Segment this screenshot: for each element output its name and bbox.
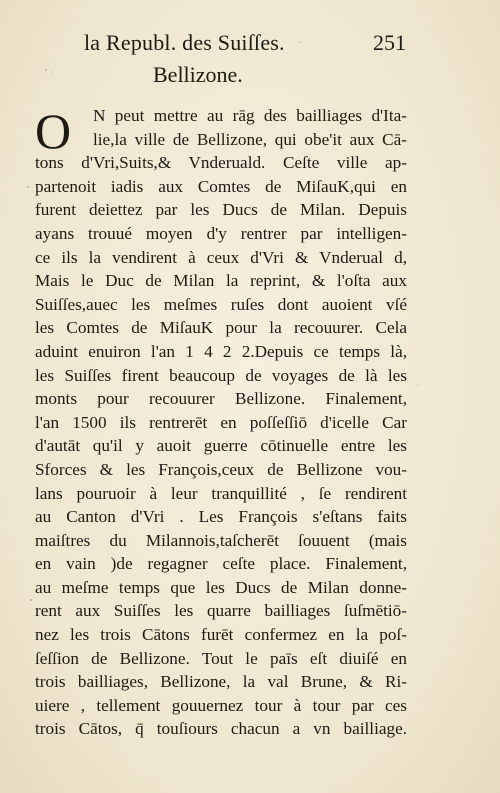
page-header bbox=[84, 30, 404, 56]
drop-cap: O bbox=[35, 103, 72, 159]
text-line: ſeſſion de Bellizone. Tout le paīs eſt diuiſé en bbox=[35, 648, 407, 668]
text-line: tons d'Vri,Suits,& Vnderuald. Ceſte ville ap- bbox=[35, 153, 407, 173]
text-line: nez les trois Cātons furēt confermez en la poſ- bbox=[35, 625, 407, 645]
text-line: les Comtes de MiſauK pour la recouurer. Cela bbox=[35, 318, 407, 338]
text-line: monts pour recouurer Bellizone. Finalement, bbox=[35, 389, 407, 409]
text-line: uiere , tellement gouuernez tour à tour par ces bbox=[35, 695, 407, 715]
text-line: aduint enuiron l'an 1 4 2 2.Depuis ce temps là, bbox=[35, 341, 407, 361]
text-line: trois bailliages, Bellizone, la val Brune, & Ri- bbox=[35, 672, 407, 692]
text-line: N peut mettre au rāg des bailliages d'Ita- bbox=[93, 106, 407, 125]
text-line: l'an 1500 ils rentrerēt en poſſeſſiō d'icelle Car bbox=[35, 412, 407, 432]
text-line: trois Cātos, q̄ touſiours chacun a vn bailliage. bbox=[35, 719, 407, 739]
text-line: Sforces & les François,ceux de Bellizone vou- bbox=[35, 459, 407, 479]
page-number: 251 bbox=[373, 30, 406, 55]
text-line: au Canton d'Vri . Les François s'eſtans faits bbox=[35, 507, 407, 527]
text-line: au meſme temps que les Ducs de Milan donne- bbox=[35, 577, 407, 597]
text-line: Mais le Duc de Milan la reprint, & l'oſta aux bbox=[35, 271, 407, 291]
text-line: ce ils la vendirent à ceux d'Vri & Vnderual d, bbox=[35, 247, 407, 267]
section-title: Bellizone. bbox=[153, 62, 243, 87]
running-head: la Republ. des Suiſſes. bbox=[84, 30, 285, 55]
text-line: furent deiettez par les Ducs de Milan. Depuis bbox=[35, 200, 407, 220]
text-line: d'autāt qu'il y auoit guerre cōtinuelle entre les bbox=[35, 436, 407, 456]
text-line: en vain )de regagner ceſte place. Finalement, bbox=[35, 554, 407, 574]
body-paragraph bbox=[35, 104, 407, 741]
text-line: lans pouruoir à leur tranquillité , ſe rendirent bbox=[35, 483, 407, 503]
text-line: ayans trouué moyen d'y rentrer par intelligen- bbox=[35, 223, 407, 243]
text-line: partenoit iadis aux Comtes de MiſauK,qui en bbox=[35, 176, 407, 196]
text-line: lie,la ville de Bellizone, qui obe'it aux Cā- bbox=[93, 129, 407, 149]
text-line: maiſtres du Milannois,taſcherēt ſouuent (mais bbox=[35, 530, 407, 550]
text-line: les Suiſſes firent beaucoup de voyages de là les bbox=[35, 365, 407, 385]
text-line: Suiſſes,auec les meſmes ruſes dont auoient vſé bbox=[35, 294, 407, 314]
text-line: rent aux Suiſſes les quarre bailliages ſuſmētiō- bbox=[35, 601, 407, 621]
